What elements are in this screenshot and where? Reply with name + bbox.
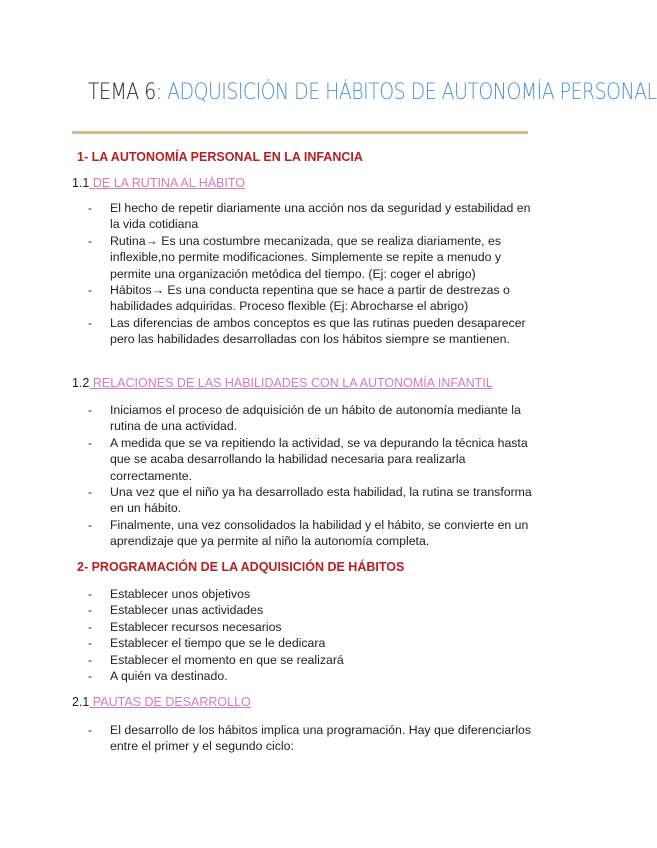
title-main: ADQUISICIÓN DE HÁBITOS DE AUTONOMÍA PERSONAL bbox=[167, 80, 657, 105]
title-prefix: TEMA 6: bbox=[88, 80, 168, 105]
list-item: - Establecer el momento en que se realizará bbox=[88, 652, 533, 668]
list-item: - Establecer recursos necesarios bbox=[88, 619, 533, 635]
subsection-2-1-list bbox=[88, 722, 533, 755]
list-item: - Establecer unas actividades bbox=[88, 602, 533, 618]
list-item: - Iniciamos el proceso de adquisición de un hábito de autonomía mediante la rutina de una actividad. bbox=[88, 402, 533, 435]
list-item: - Rutina→ Es una costumbre mecanizada, que se realiza diariamente, es inflexible,no permite modificaciones. Simplemente se repite a menudo y permite una organización metódica del tiempo. (Ej: coger el abrigo) bbox=[88, 233, 533, 282]
list-item: - A quién va destinado. bbox=[88, 668, 533, 684]
subsection-number: 1.1 bbox=[72, 176, 90, 190]
section-1-heading: 1- LA AUTONOMÍA PERSONAL EN LA INFANCIA bbox=[77, 150, 363, 164]
subsection-1-1-heading bbox=[72, 176, 245, 190]
subsection-title: DE LA RUTINA AL HÁBITO bbox=[89, 176, 245, 190]
subsection-number: 2.1 bbox=[72, 695, 90, 709]
section-2-heading: 2- PROGRAMACIÓN DE LA ADQUISICIÓN DE HÁBITOS bbox=[77, 560, 405, 574]
subsection-title: RELACIONES DE LAS HABILIDADES CON LA AUTONOMÍA INFANTIL bbox=[89, 376, 493, 390]
list-item: - A medida que se va repitiendo la actividad, se va depurando la técnica hasta que se acaba desarrollando la habilidad necesaria para realizarla correctamente. bbox=[88, 435, 533, 484]
list-item: - Hábitos→ Es una conducta repentina que se hace a partir de destrezas o habilidades adquiridas. Proceso flexible (Ej: Abrocharse el abrigo) bbox=[88, 282, 533, 315]
list-item: - Una vez que el niño ya ha desarrollado esta habilidad, la rutina se transforma en un hábito. bbox=[88, 484, 533, 517]
subsection-number: 1.2 bbox=[72, 376, 90, 390]
list-item: - Establecer el tiempo que se le dedicara bbox=[88, 635, 533, 651]
subsection-1-2-heading bbox=[72, 376, 493, 390]
list-item: - El desarrollo de los hábitos implica una programación. Hay que diferenciarlos entre el primer y el segundo ciclo: bbox=[88, 722, 533, 755]
section-2-list bbox=[88, 586, 533, 684]
subsection-1-1-list bbox=[88, 200, 533, 348]
subsection-2-1-heading bbox=[72, 695, 251, 709]
list-item: - Establecer unos objetivos bbox=[88, 586, 533, 602]
document-title bbox=[88, 80, 657, 105]
subsection-1-2-list bbox=[88, 402, 533, 550]
subsection-title: PAUTAS DE DESARROLLO bbox=[89, 695, 251, 709]
list-item: - El hecho de repetir diariamente una acción nos da seguridad y estabilidad en la vida cotidiana bbox=[88, 200, 533, 233]
list-item: - Las diferencias de ambos conceptos es que las rutinas pueden desaparecer pero las habilidades desarrolladas con los hábitos siempre se mantienen. bbox=[88, 315, 533, 348]
list-item: - Finalmente, una vez consolidados la habilidad y el hábito, se convierte en un aprendizaje que ya permite al niño la autonomía completa. bbox=[88, 517, 533, 550]
title-divider bbox=[72, 131, 528, 134]
